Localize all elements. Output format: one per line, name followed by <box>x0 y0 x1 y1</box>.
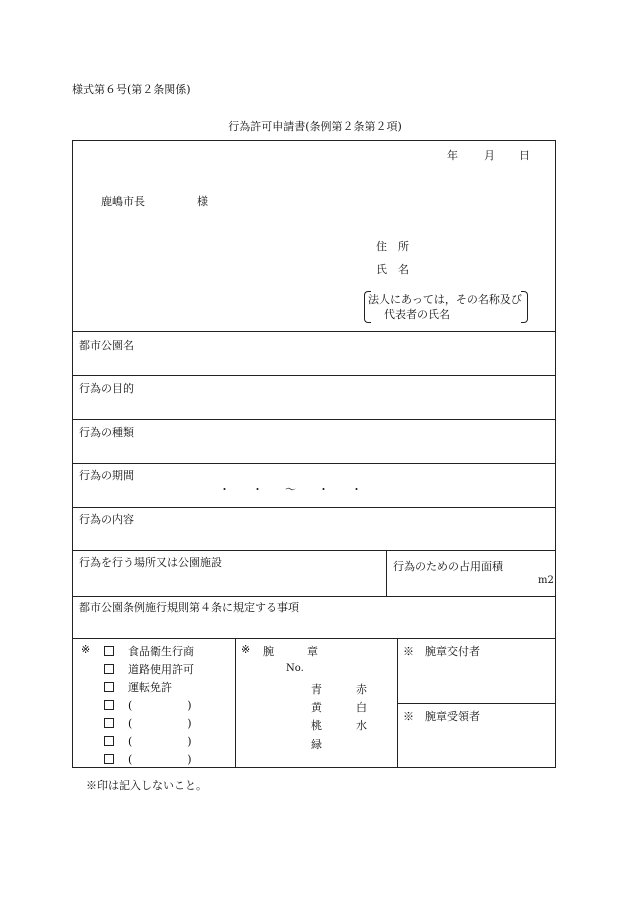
corp-note-line2: 代表者の氏名 <box>384 308 450 321</box>
checklist-item: ( ) <box>104 697 192 713</box>
period-label: 行為の期間 <box>79 469 134 482</box>
checkbox[interactable] <box>104 664 114 674</box>
checklist-item: ( ) <box>104 715 192 731</box>
divider <box>397 703 555 704</box>
armband-number: No. <box>286 663 304 674</box>
checklist-item: 道路使用許可 <box>104 661 194 677</box>
application-form <box>72 140 556 768</box>
armband-color: 黄 <box>311 701 322 714</box>
armband-color: 赤 <box>356 683 367 696</box>
checkbox[interactable] <box>104 646 114 656</box>
divider <box>386 550 387 596</box>
divider <box>397 638 398 767</box>
divider <box>73 463 555 464</box>
divider <box>73 596 555 597</box>
armband-color: 水 <box>356 719 367 732</box>
regulation-label: 都市公園条例施行規則第４条に規定する事項 <box>79 601 299 614</box>
checklist-item: ( ) <box>104 733 192 749</box>
checkbox[interactable] <box>104 718 114 728</box>
name-label: 氏 名 <box>376 263 409 276</box>
divider <box>235 638 236 767</box>
content-label: 行為の内容 <box>79 513 134 526</box>
armband-color: 緑 <box>311 738 322 751</box>
type-label: 行為の種類 <box>79 426 134 439</box>
divider <box>73 375 555 376</box>
form-number: 様式第６号(第２条関係) <box>72 83 191 96</box>
right-bracket <box>521 291 528 323</box>
armband-issuer: ※ 腕章交付者 <box>403 645 480 658</box>
checklist-item: 運転免許 <box>104 679 172 695</box>
date-month: 月 <box>484 149 495 162</box>
divider <box>73 419 555 420</box>
divider <box>73 638 555 639</box>
checkbox[interactable] <box>104 682 114 692</box>
divider <box>73 507 555 508</box>
divider <box>73 550 555 551</box>
addressee: 鹿嶋市長 <box>101 195 145 208</box>
armband-title: 腕 章 <box>263 645 318 658</box>
armband-mark: ※ <box>241 643 251 656</box>
armband-color: 白 <box>356 701 367 714</box>
period-dots: ・ ・ ～ ・ ・ <box>219 483 362 496</box>
divider <box>73 331 555 332</box>
park-name-label: 都市公園名 <box>79 339 134 352</box>
place-label: 行為を行う場所又は公園施設 <box>79 556 222 569</box>
area-unit: m2 <box>538 575 554 586</box>
footer-note: ※印は記入しないこと。 <box>86 779 207 792</box>
checkbox[interactable] <box>104 754 114 764</box>
armband-receiver: ※ 腕章受領者 <box>403 710 480 723</box>
area-label: 行為のための占用面積 <box>393 560 503 573</box>
purpose-label: 行為の目的 <box>79 382 134 395</box>
address-label: 住 所 <box>376 240 409 253</box>
date-year: 年 <box>447 149 458 162</box>
checklist-item: ( ) <box>104 751 192 767</box>
honorific: 様 <box>197 195 208 208</box>
checkbox[interactable] <box>104 700 114 710</box>
corp-note-line1: 法人にあっては，その名称及び <box>368 293 522 306</box>
checklist-mark: ※ <box>81 643 91 656</box>
form-title: 行為許可申請書(条例第２条第２項) <box>228 120 402 133</box>
date-day: 日 <box>519 149 530 162</box>
checkbox[interactable] <box>104 736 114 746</box>
armband-color: 桃 <box>311 719 322 732</box>
armband-color: 青 <box>311 683 322 696</box>
checklist-item: 食品衛生行商 <box>104 643 194 659</box>
